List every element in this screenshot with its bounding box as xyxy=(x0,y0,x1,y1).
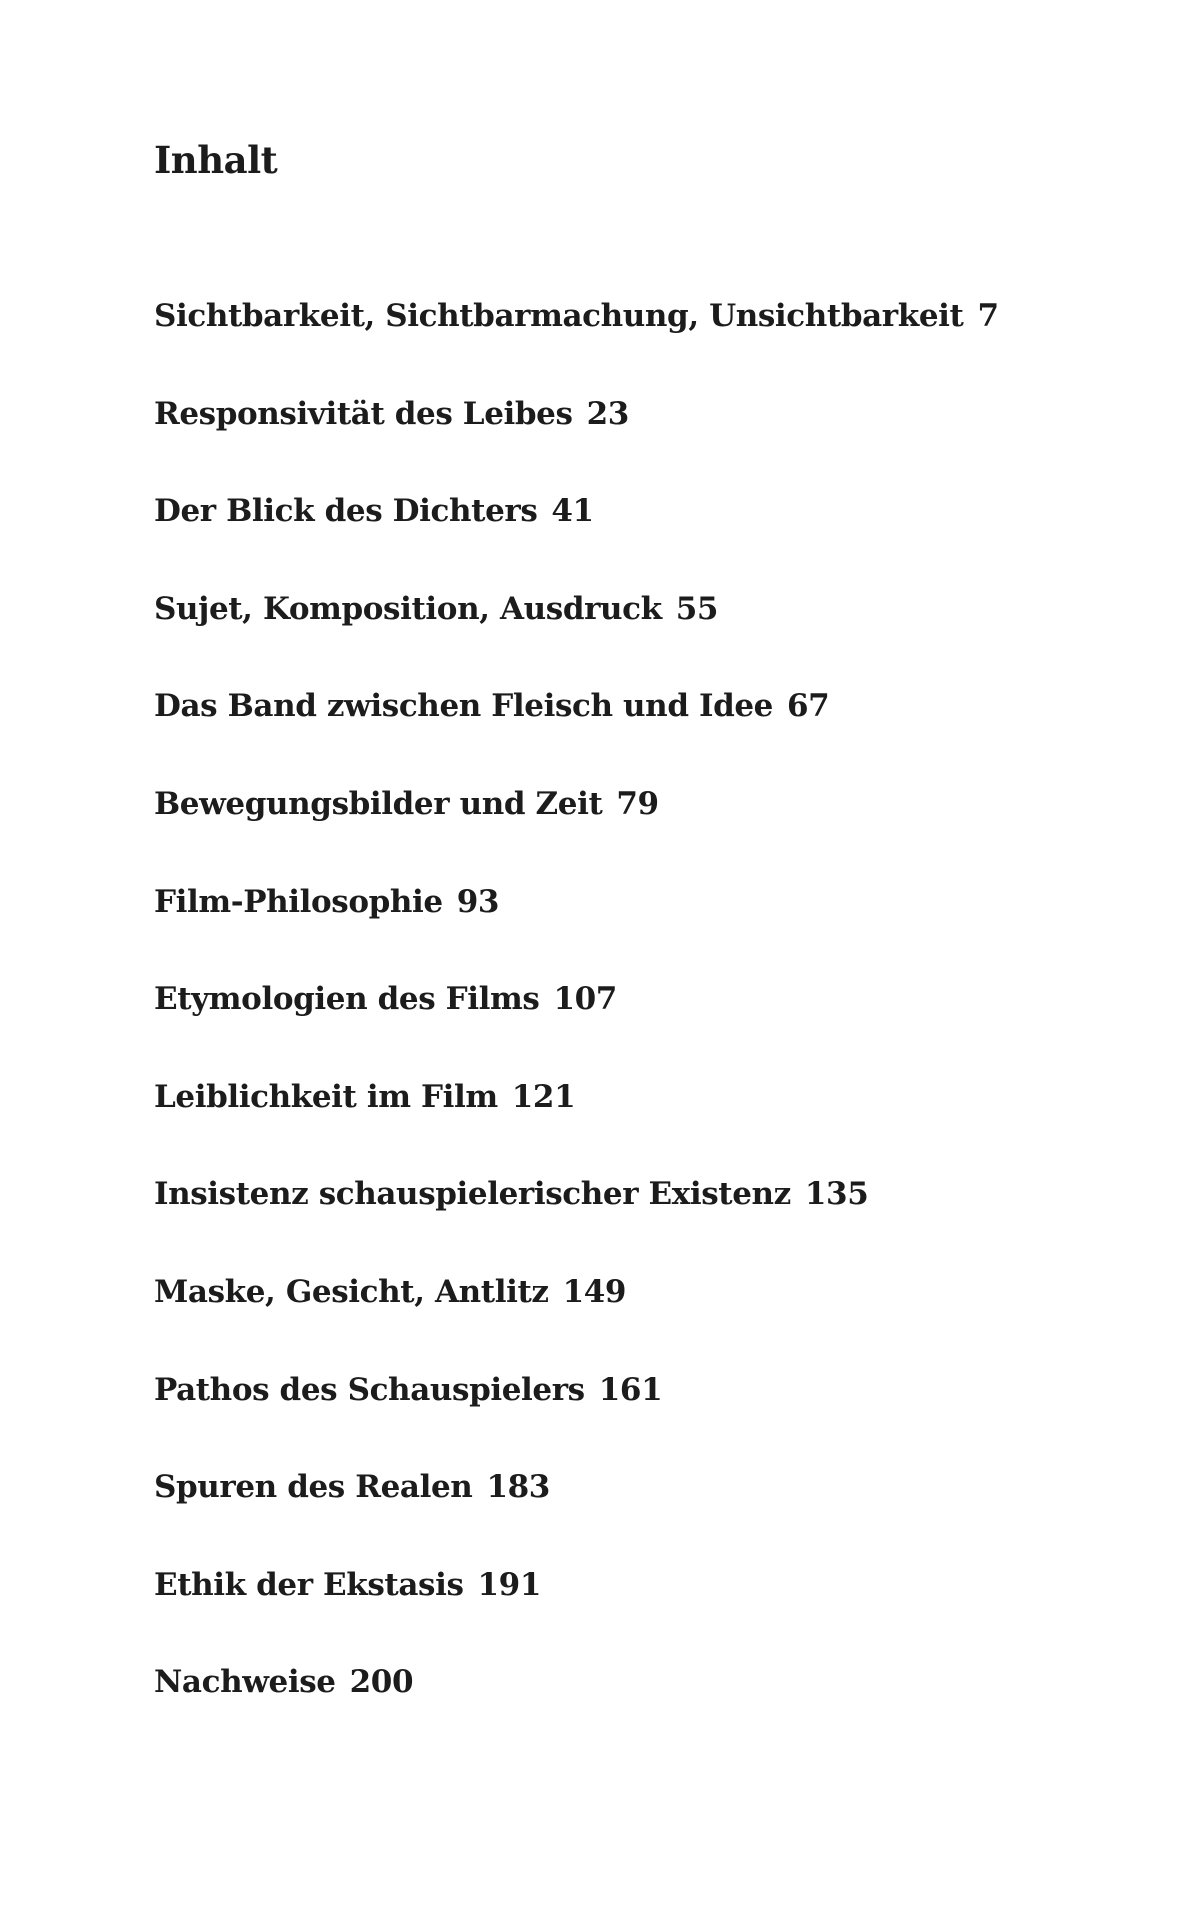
toc-entry-page: 55 xyxy=(675,590,719,627)
toc-entry-title: Nachweise xyxy=(154,1664,336,1701)
toc-entry xyxy=(154,1370,1114,1468)
toc-entry-title: Sujet, Komposition, Ausdruck xyxy=(154,590,662,627)
toc-entry-title: Spuren des Realen xyxy=(154,1469,473,1506)
toc-entry-page: 41 xyxy=(551,493,594,530)
toc-entry-title: Ethik der Ekstasis xyxy=(154,1566,464,1603)
table-of-contents xyxy=(154,296,1114,1760)
page-title: Inhalt xyxy=(154,138,278,182)
toc-entry-page: 23 xyxy=(586,395,629,432)
toc-entry xyxy=(154,296,1114,394)
toc-entry xyxy=(154,589,1114,687)
toc-entry xyxy=(154,1662,1114,1760)
toc-entry-page: 7 xyxy=(977,298,999,334)
toc-entry xyxy=(154,491,1114,589)
toc-entry-title: Etymologien des Films xyxy=(154,981,540,1018)
toc-entry-page: 121 xyxy=(511,1078,576,1115)
toc-entry-title: Das Band zwischen Fleisch und Idee xyxy=(154,688,774,725)
toc-entry-page: 149 xyxy=(562,1273,627,1310)
toc-entry xyxy=(154,1174,1114,1272)
toc-entry-title: Responsivität des Leibes xyxy=(154,395,573,432)
toc-entry-page: 135 xyxy=(804,1176,869,1213)
toc-entry-title: Insistenz schauspielerischer Existenz xyxy=(154,1176,791,1213)
toc-entry xyxy=(154,1077,1114,1175)
toc-entry xyxy=(154,882,1114,980)
toc-entry-page: 67 xyxy=(787,688,830,725)
toc-entry-page: 93 xyxy=(456,883,500,920)
toc-entry-title: Pathos des Schauspielers xyxy=(154,1371,585,1408)
toc-entry xyxy=(154,1467,1114,1565)
toc-entry-title: Maske, Gesicht, Antlitz xyxy=(154,1273,549,1310)
toc-entry xyxy=(154,979,1114,1077)
toc-entry-page: 161 xyxy=(598,1371,663,1408)
toc-entry-page: 107 xyxy=(553,981,617,1018)
toc-entry-title: Bewegungsbilder und Zeit xyxy=(154,785,603,822)
toc-entry-title: Sichtbarkeit, Sichtbarmachung, Unsichtbarkeit xyxy=(154,298,964,334)
toc-entry-page: 79 xyxy=(616,785,659,822)
toc-entry-title: Der Blick des Dichters xyxy=(154,493,538,530)
toc-entry-page: 200 xyxy=(349,1664,414,1701)
toc-entry-title: Film-Philosophie xyxy=(154,883,443,920)
toc-entry-page: 191 xyxy=(477,1566,542,1603)
toc-entry xyxy=(154,1272,1114,1370)
toc-entry-page: 183 xyxy=(486,1469,550,1506)
toc-entry xyxy=(154,784,1114,882)
toc-entry xyxy=(154,1565,1114,1663)
toc-entry-title: Leiblichkeit im Film xyxy=(154,1078,498,1115)
toc-entry xyxy=(154,394,1114,492)
toc-entry xyxy=(154,686,1114,784)
